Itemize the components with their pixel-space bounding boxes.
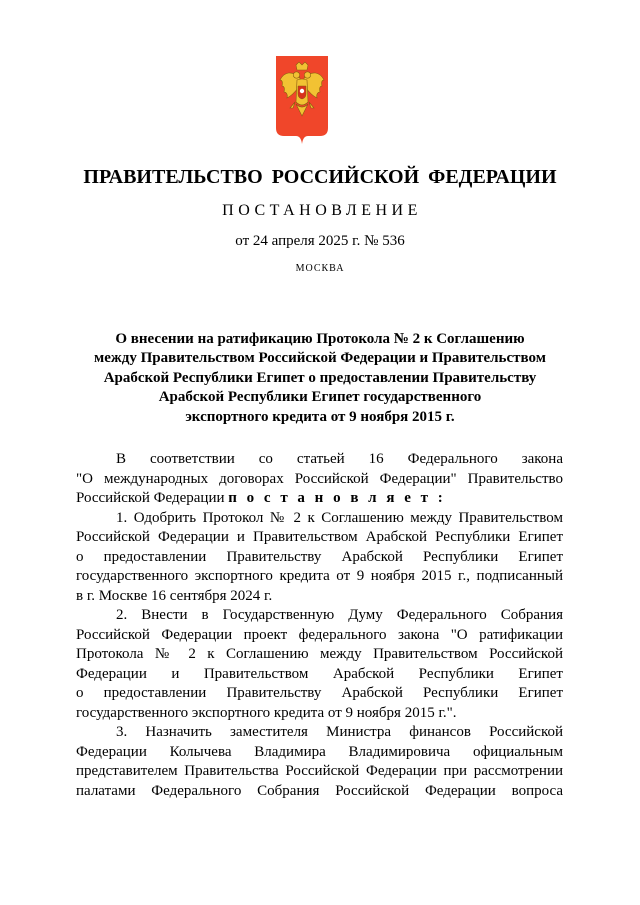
- body-line: "О международных договорах Российской Федерации" Правительство: [76, 470, 563, 487]
- title-line: О внесении на ратификацию Протокола № 2 к Соглашению: [115, 331, 525, 347]
- title-line: Арабской Республики Египет государственного: [158, 389, 482, 406]
- body-line: В соответствии со статьей 16 Федерального закона: [116, 451, 563, 467]
- body-text: Российской Федерации: [76, 490, 225, 506]
- document-city: МОСКВА: [295, 263, 345, 274]
- document-date-number: от 24 апреля 2025 г. № 536: [235, 233, 405, 249]
- body-line: о предоставлении Правительству Арабской Республики Египет: [76, 685, 563, 701]
- coat-of-arms-icon: [276, 56, 328, 144]
- body-line: 3. Назначить заместителя Министра финансов Российской: [116, 724, 563, 740]
- government-name: ПРАВИТЕЛЬСТВО РОССИЙСКОЙ ФЕДЕРАЦИИ: [83, 166, 557, 188]
- body-line: в г. Москве 16 сентября 2024 г.: [76, 587, 273, 604]
- body-line: 1. Одобрить Протокол № 2 к Соглашению между Правительством: [116, 509, 563, 526]
- body-line: о предоставлении Правительству Арабской Республики Египет: [76, 548, 563, 565]
- document-title: [80, 330, 560, 427]
- body-line: государственного экспортного кредита от 9 ноября 2015 г.".: [76, 704, 457, 721]
- body-line: Российской Федерации проект федерального закона "О ратификации: [76, 626, 563, 643]
- document-type: ПОСТАНОВЛЕНИЕ: [222, 202, 422, 219]
- preamble-paragraph: [76, 450, 563, 509]
- body-line: представителем Правительства Российской Федерации при рассмотрении: [76, 763, 563, 779]
- title-line: Арабской Республики Египет о предоставлении Правительству: [103, 369, 537, 386]
- item-3-paragraph: [76, 723, 563, 801]
- body-line: палатами Федерального Собрания Российской Федерации вопроса: [76, 782, 563, 799]
- title-line: экспортного кредита от 9 ноября 2015 г.: [185, 408, 455, 425]
- document-body: [76, 450, 563, 801]
- body-line: Федерации и Правительством Арабской Республики Египет: [76, 665, 563, 682]
- body-line: [76, 489, 563, 509]
- body-line: Российской Федерации и Правительством Арабской Республики Египет: [76, 529, 563, 545]
- body-line: 2. Внести в Государственную Думу Федерального Собрания: [116, 607, 563, 623]
- body-line: государственного экспортного кредита от 9 ноября 2015 г., подписанный: [76, 568, 563, 584]
- item-1-paragraph: [76, 509, 563, 607]
- body-line: Протокола № 2 к Соглашению между Правительством Российской: [76, 646, 563, 662]
- title-line: между Правительством Российской Федерации и Правительством: [94, 350, 546, 367]
- item-2-paragraph: [76, 606, 563, 723]
- decree-word: п о с т а н о в л я е т :: [228, 490, 446, 506]
- body-line: Федерации Колычева Владимира Владимировича официальным: [76, 743, 563, 760]
